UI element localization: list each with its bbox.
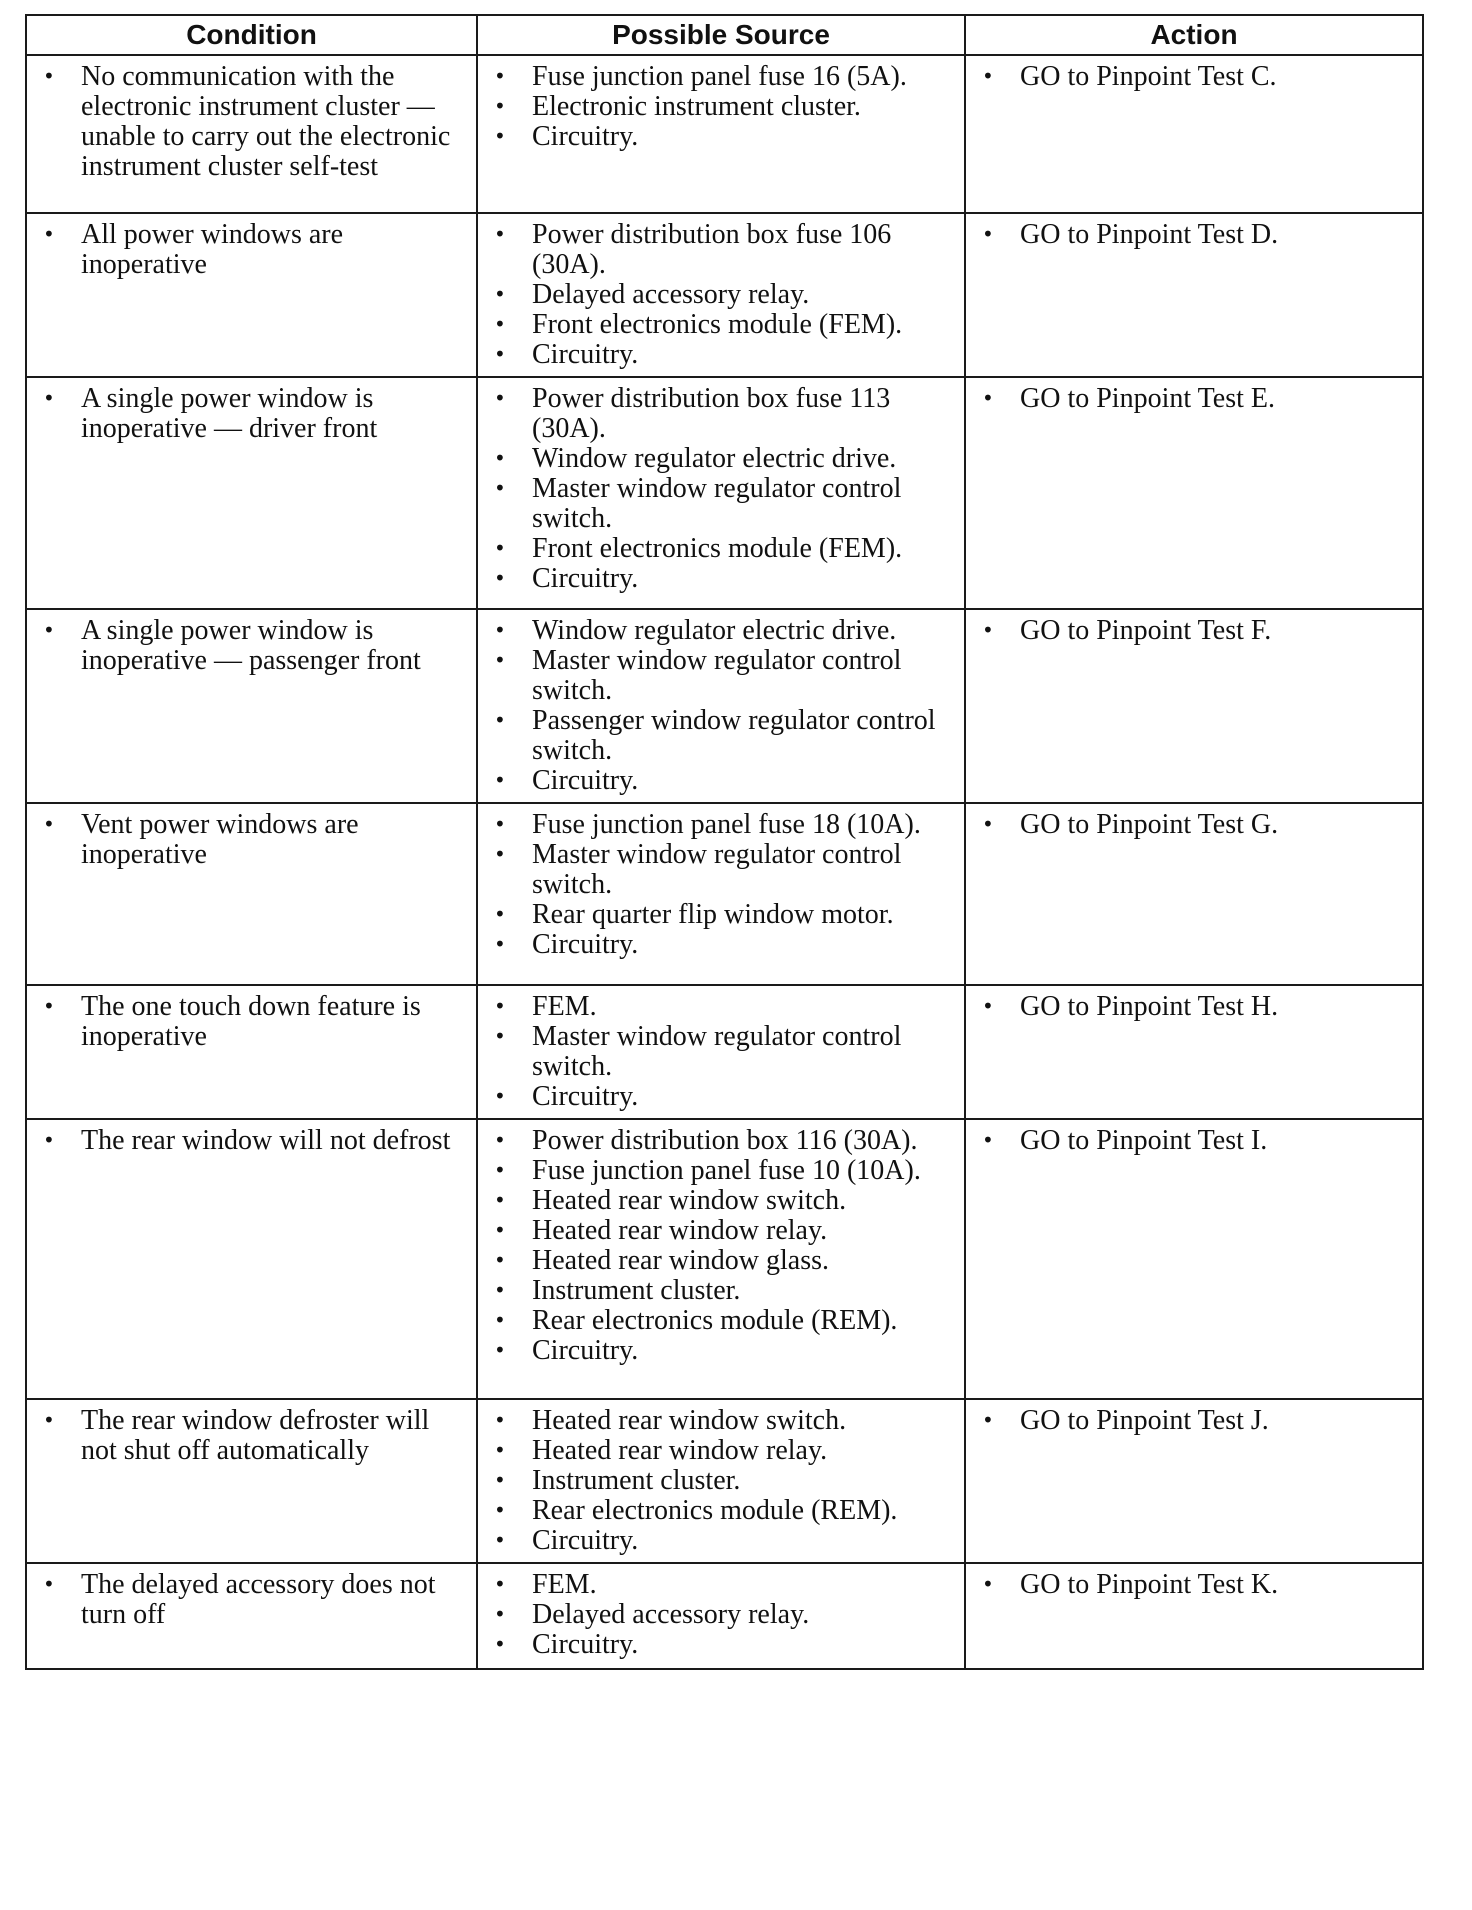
- condition-cell: [26, 985, 477, 1119]
- action-text: • GO to Pinpoint Test F.: [976, 616, 1412, 646]
- header-action: Action: [965, 15, 1423, 55]
- source-item: • FEM.: [488, 992, 954, 1022]
- possible-source-cell: [477, 985, 965, 1119]
- condition-cell: [26, 1119, 477, 1399]
- source-item: • Front electronics module (FEM).: [488, 534, 954, 564]
- source-item: • Delayed accessory relay.: [488, 280, 954, 310]
- source-item: • Circuitry.: [488, 340, 954, 370]
- document-page: [25, 14, 1422, 1670]
- source-item: • Power distribution box fuse 113 (30A).: [488, 384, 954, 444]
- table-body: [26, 55, 1423, 1669]
- condition-text: • The rear window defroster will not shut off automatically: [37, 1406, 466, 1466]
- header-row: [26, 15, 1423, 55]
- source-item: • Instrument cluster.: [488, 1466, 954, 1496]
- source-item: • Rear electronics module (REM).: [488, 1496, 954, 1526]
- source-item: • Power distribution box 116 (30A).: [488, 1126, 954, 1156]
- condition-text: • Vent power windows are inoperative: [37, 810, 466, 870]
- source-item: • Fuse junction panel fuse 10 (10A).: [488, 1156, 954, 1186]
- table-row: [26, 1119, 1423, 1399]
- source-item: • Window regulator electric drive.: [488, 444, 954, 474]
- source-item: • Heated rear window relay.: [488, 1216, 954, 1246]
- table-row: [26, 609, 1423, 803]
- possible-source-cell: [477, 609, 965, 803]
- source-item: • Fuse junction panel fuse 16 (5A).: [488, 62, 954, 92]
- action-cell: [965, 1399, 1423, 1563]
- action-text: • GO to Pinpoint Test C.: [976, 62, 1412, 92]
- header-possible-source: Possible Source: [477, 15, 965, 55]
- source-item: • Passenger window regulator control switch.: [488, 706, 954, 766]
- source-item: • Instrument cluster.: [488, 1276, 954, 1306]
- action-text: • GO to Pinpoint Test J.: [976, 1406, 1412, 1436]
- condition-cell: [26, 377, 477, 609]
- action-text: • GO to Pinpoint Test K.: [976, 1570, 1412, 1600]
- source-item: • Power distribution box fuse 106 (30A).: [488, 220, 954, 280]
- source-item: • Circuitry.: [488, 1526, 954, 1556]
- table-row: [26, 1399, 1423, 1563]
- table-row: [26, 803, 1423, 985]
- source-item: • Circuitry.: [488, 1082, 954, 1112]
- source-item: • Circuitry.: [488, 766, 954, 796]
- source-item: • Circuitry.: [488, 1630, 954, 1660]
- possible-source-cell: [477, 1119, 965, 1399]
- condition-cell: [26, 803, 477, 985]
- source-item: • Master window regulator control switch.: [488, 1022, 954, 1082]
- condition-cell: [26, 213, 477, 377]
- header-condition: Condition: [26, 15, 477, 55]
- condition-cell: [26, 1563, 477, 1669]
- condition-cell: [26, 55, 477, 213]
- action-text: • GO to Pinpoint Test I.: [976, 1126, 1412, 1156]
- condition-text: • A single power window is inoperative — driver front: [37, 384, 466, 444]
- source-item: • Heated rear window relay.: [488, 1436, 954, 1466]
- table-row: [26, 377, 1423, 609]
- source-item: • Circuitry.: [488, 564, 954, 594]
- possible-source-cell: [477, 1399, 965, 1563]
- action-text: • GO to Pinpoint Test E.: [976, 384, 1412, 414]
- action-cell: [965, 1119, 1423, 1399]
- source-item: • Front electronics module (FEM).: [488, 310, 954, 340]
- source-item: • Master window regulator control switch.: [488, 840, 954, 900]
- source-item: • Master window regulator control switch.: [488, 646, 954, 706]
- possible-source-cell: [477, 377, 965, 609]
- condition-text: • The rear window will not defrost: [37, 1126, 466, 1156]
- possible-source-cell: [477, 213, 965, 377]
- action-cell: [965, 803, 1423, 985]
- condition-cell: [26, 1399, 477, 1563]
- condition-text: • The one touch down feature is inoperative: [37, 992, 466, 1052]
- source-item: • Heated rear window switch.: [488, 1406, 954, 1436]
- condition-cell: [26, 609, 477, 803]
- source-item: • Circuitry.: [488, 930, 954, 960]
- table-row: [26, 213, 1423, 377]
- source-item: • Rear quarter flip window motor.: [488, 900, 954, 930]
- condition-text: • All power windows are inoperative: [37, 220, 466, 280]
- diagnosis-table: [25, 14, 1424, 1670]
- action-cell: [965, 985, 1423, 1119]
- possible-source-cell: [477, 1563, 965, 1669]
- source-item: • Electronic instrument cluster.: [488, 92, 954, 122]
- source-item: • Circuitry.: [488, 1336, 954, 1366]
- source-item: • Window regulator electric drive.: [488, 616, 954, 646]
- action-cell: [965, 377, 1423, 609]
- source-item: • Circuitry.: [488, 122, 954, 152]
- action-text: • GO to Pinpoint Test G.: [976, 810, 1412, 840]
- table-row: [26, 1563, 1423, 1669]
- source-item: • FEM.: [488, 1570, 954, 1600]
- condition-text: • The delayed accessory does not turn off: [37, 1570, 466, 1630]
- table-row: [26, 985, 1423, 1119]
- source-item: • Master window regulator control switch.: [488, 474, 954, 534]
- condition-text: • No communication with the electronic instrument cluster — unable to carry out the electronic instrument cluster self-test: [37, 62, 466, 182]
- source-item: • Delayed accessory relay.: [488, 1600, 954, 1630]
- action-cell: [965, 55, 1423, 213]
- action-cell: [965, 213, 1423, 377]
- possible-source-cell: [477, 55, 965, 213]
- condition-text: • A single power window is inoperative — passenger front: [37, 616, 466, 676]
- source-item: • Rear electronics module (REM).: [488, 1306, 954, 1336]
- action-cell: [965, 1563, 1423, 1669]
- table-row: [26, 55, 1423, 213]
- source-item: • Heated rear window switch.: [488, 1186, 954, 1216]
- source-item: • Heated rear window glass.: [488, 1246, 954, 1276]
- possible-source-cell: [477, 803, 965, 985]
- action-text: • GO to Pinpoint Test H.: [976, 992, 1412, 1022]
- action-cell: [965, 609, 1423, 803]
- action-text: • GO to Pinpoint Test D.: [976, 220, 1412, 250]
- source-item: • Fuse junction panel fuse 18 (10A).: [488, 810, 954, 840]
